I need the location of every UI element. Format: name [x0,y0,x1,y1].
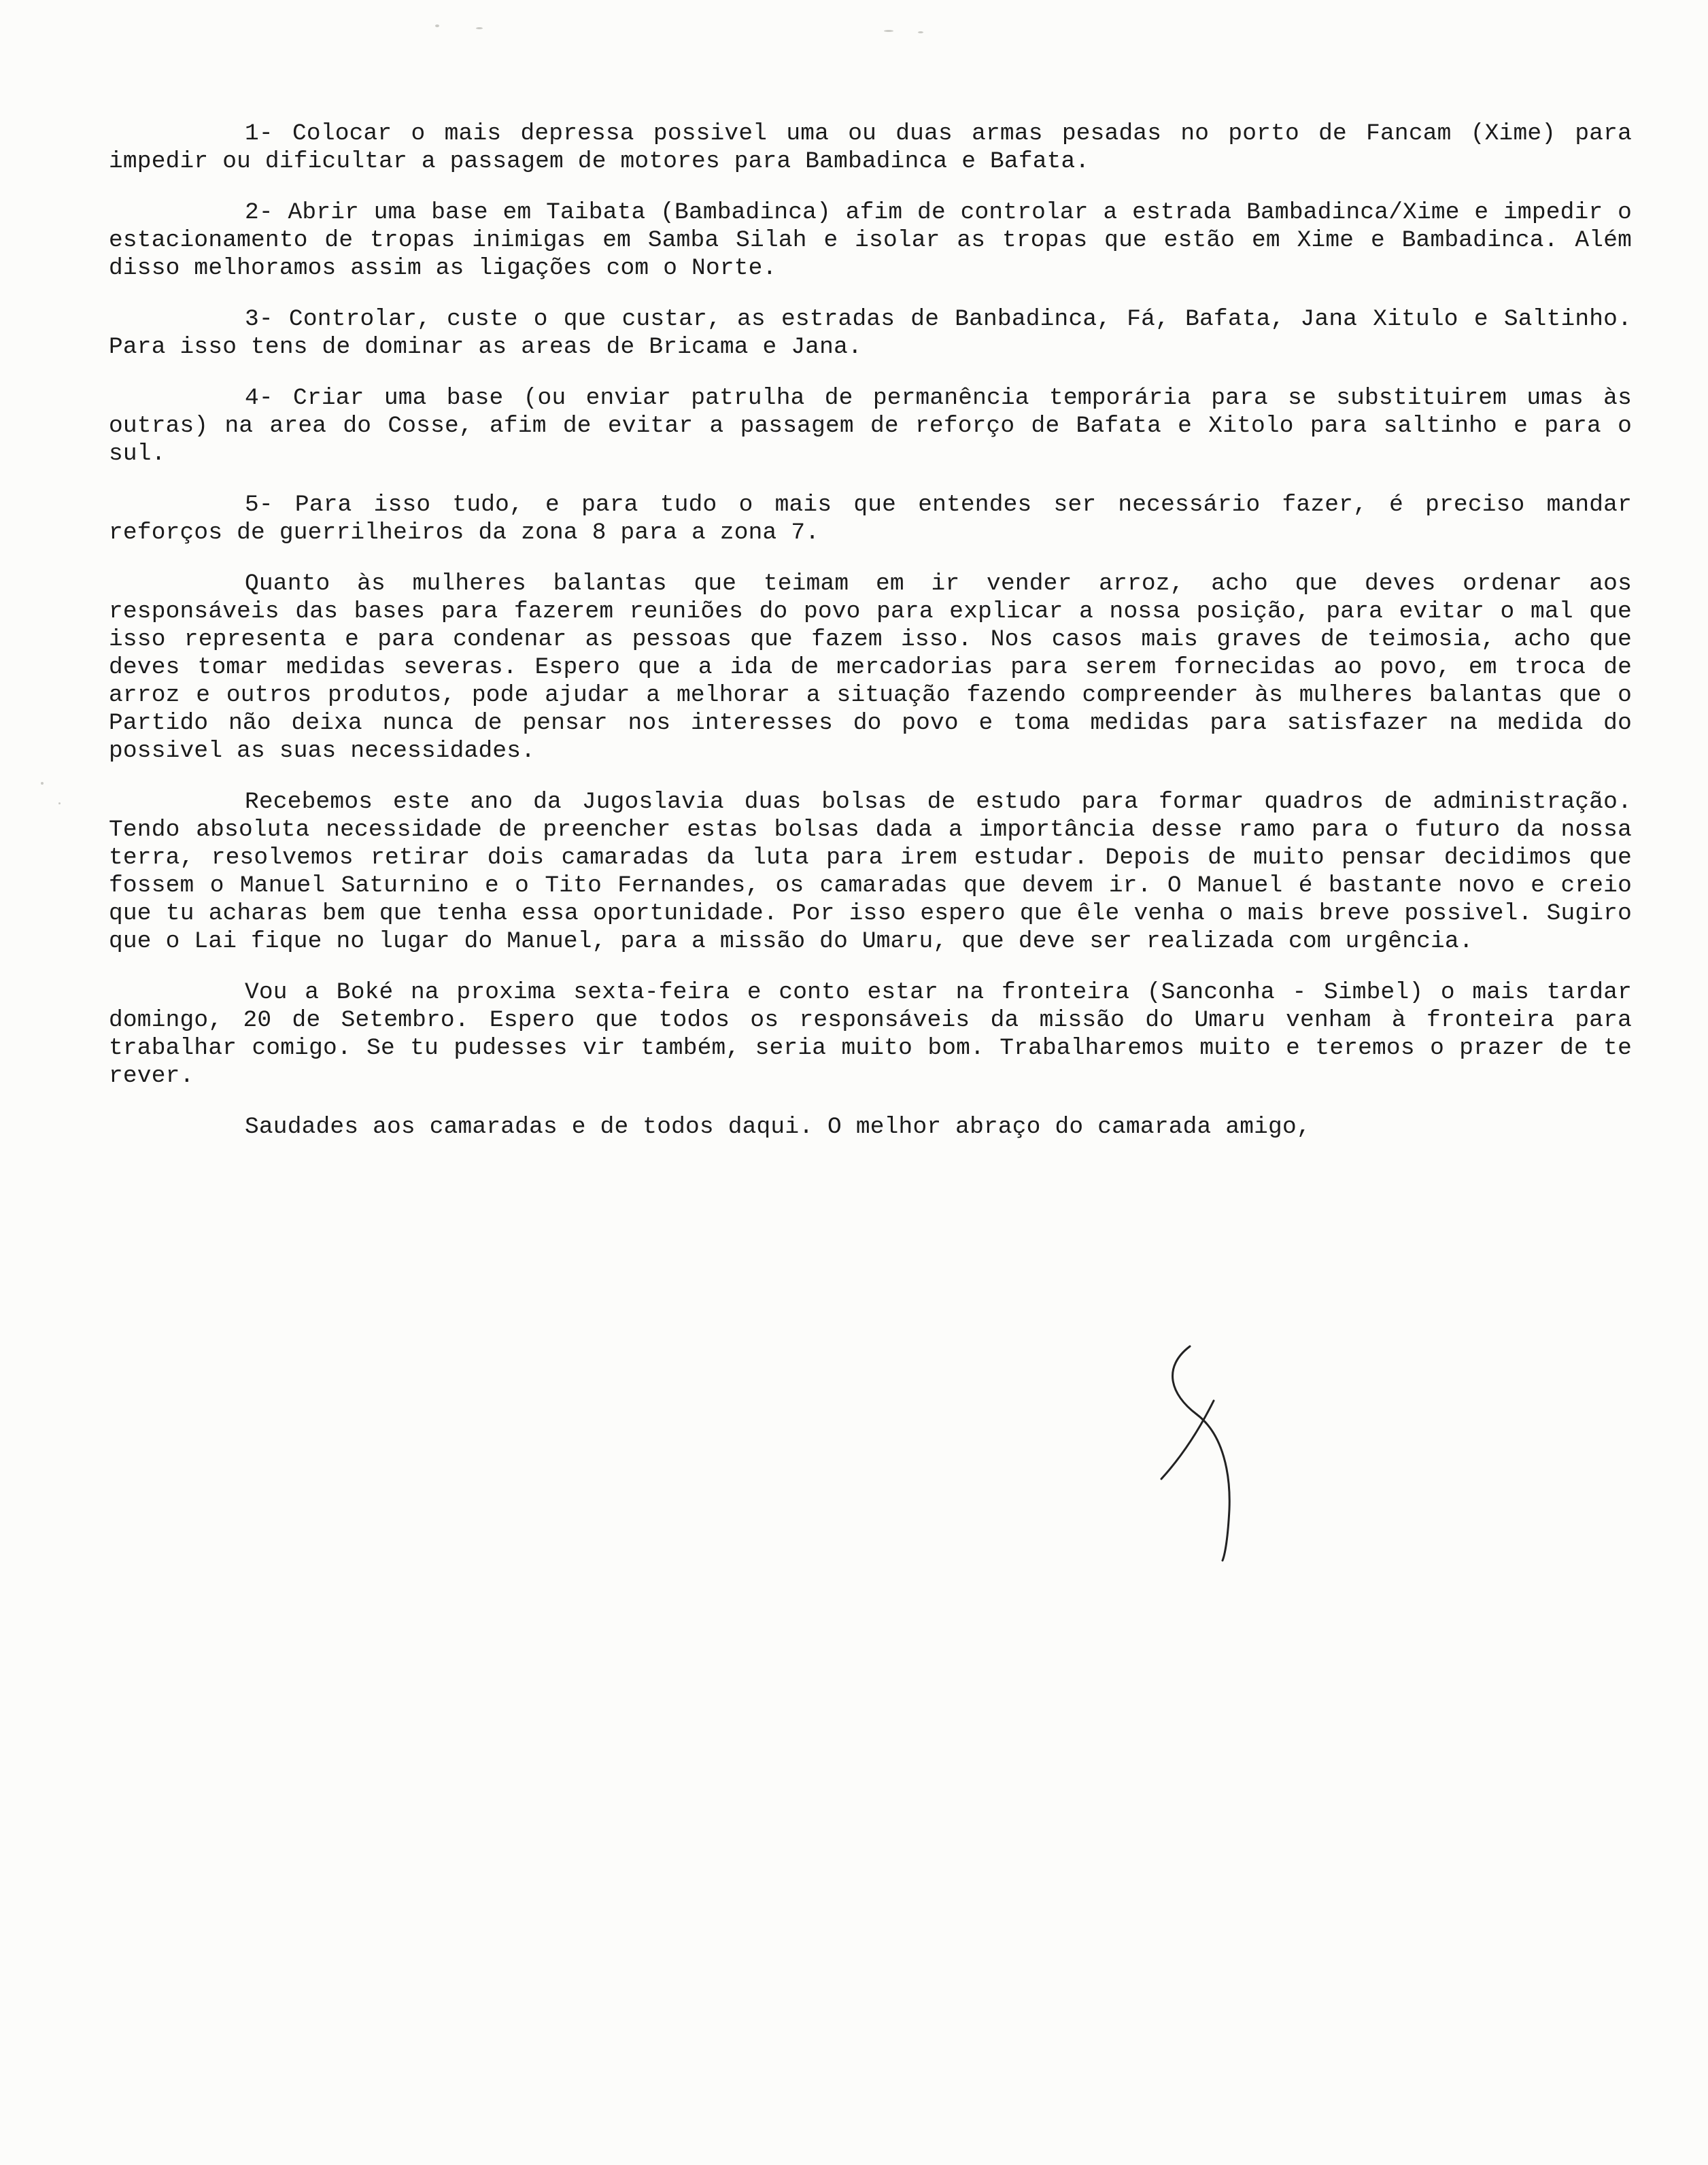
scan-speck [58,802,61,804]
scan-speck [41,782,44,785]
letter-item-5: 5- Para isso tudo, e para tudo o mais que entendes ser necessário fazer, é preciso mandar reforços de guerrilheiros da zona 8 para a zona 7. [109,492,1632,546]
letter-paragraph-mulheres-balantas: Quanto às mulheres balantas que teimam em ir vender arroz, acho que deves ordenar aos responsáveis das bases para fazerem reuniões do povo para explicar a nossa posição, para evitar o mal que isso representa e para condenar as pessoas que fazem isso. Nos casos mais graves de teimosia, acho que deves tomar medidas severas. Espero que a ida de mercadorias para serem fornecidas ao povo, em troca de arroz e outros produtos, pode ajudar a melhorar a situação fazendo compreender às mulheres balantas que o Partido não deixa nunca de pensar nos interesses do povo e toma medidas para satisfazer na medida do possivel as suas necessidades. [109,570,1632,764]
letter-item-4: 4- Criar uma base (ou enviar patrulha de permanência temporária para se substituirem umas às outras) na area do Cosse, afim de evitar a passagem de reforço de Bafata e Xitolo para saltinho e para o sul. [109,385,1632,467]
letter-item-3: 3- Controlar, custe o que custar, as estradas de Banbadinca, Fá, Bafata, Jana Xitulo e Saltinho. Para isso tens de dominar as areas de Bricama e Jana. [109,306,1632,360]
handwritten-signature [1149,1340,1258,1564]
scan-speck [884,30,893,32]
letter-paragraph-bolsas-jugoslavia: Recebemos este ano da Jugoslavia duas bolsas de estudo para formar quadros de administração. Tendo absoluta necessidade de preencher estas bolsas dada a importância desse ramo para o futuro da nossa terra, resolvemos retirar dois camaradas da luta para irem estudar. Depois de muito pensar decidimos que fossem o Manuel Saturnino e o Tito Fernandes, os camaradas que devem ir. O Manuel é bastante novo e creio que tu acharas bem que tenha essa oportunidade. Por isso espero que êle venha o mais breve possivel. Sugiro que o Lai fique no lugar do Manuel, para a missão do Umaru, que deve ser realizada com urgência. [109,789,1632,955]
scan-speck [918,31,923,33]
letter-item-2: 2- Abrir uma base em Taibata (Bambadinca) afim de controlar a estrada Bambadinca/Xime e impedir o estacionamento de tropas inimigas em Samba Silah e isolar as tropas que estão em Xime e Bambadinca. Além disso melhoramos assim as ligações com o Norte. [109,199,1632,282]
letter-body [109,120,1632,1141]
letter-paragraph-viagem-boke: Vou a Boké na proxima sexta-feira e conto estar na fronteira (Sanconha - Simbel) o mais tardar domingo, 20 de Setembro. Espero que todos os responsáveis da missão do Umaru venham à fronteira para trabalhar comigo. Se tu pudesses vir também, seria muito bom. Trabalharemos muito e teremos o prazer de te rever. [109,979,1632,1089]
letter-closing: Saudades aos camaradas e de todos daqui. O melhor abraço do camarada amigo, [245,1114,1311,1140]
scan-speck [476,27,483,29]
scan-speck [435,24,439,27]
letter-item-1: 1- Colocar o mais depressa possivel uma ou duas armas pesadas no porto de Fancam (Xime) para impedir ou dificultar a passagem de motores para Bambadinca e Bafata. [109,120,1632,175]
